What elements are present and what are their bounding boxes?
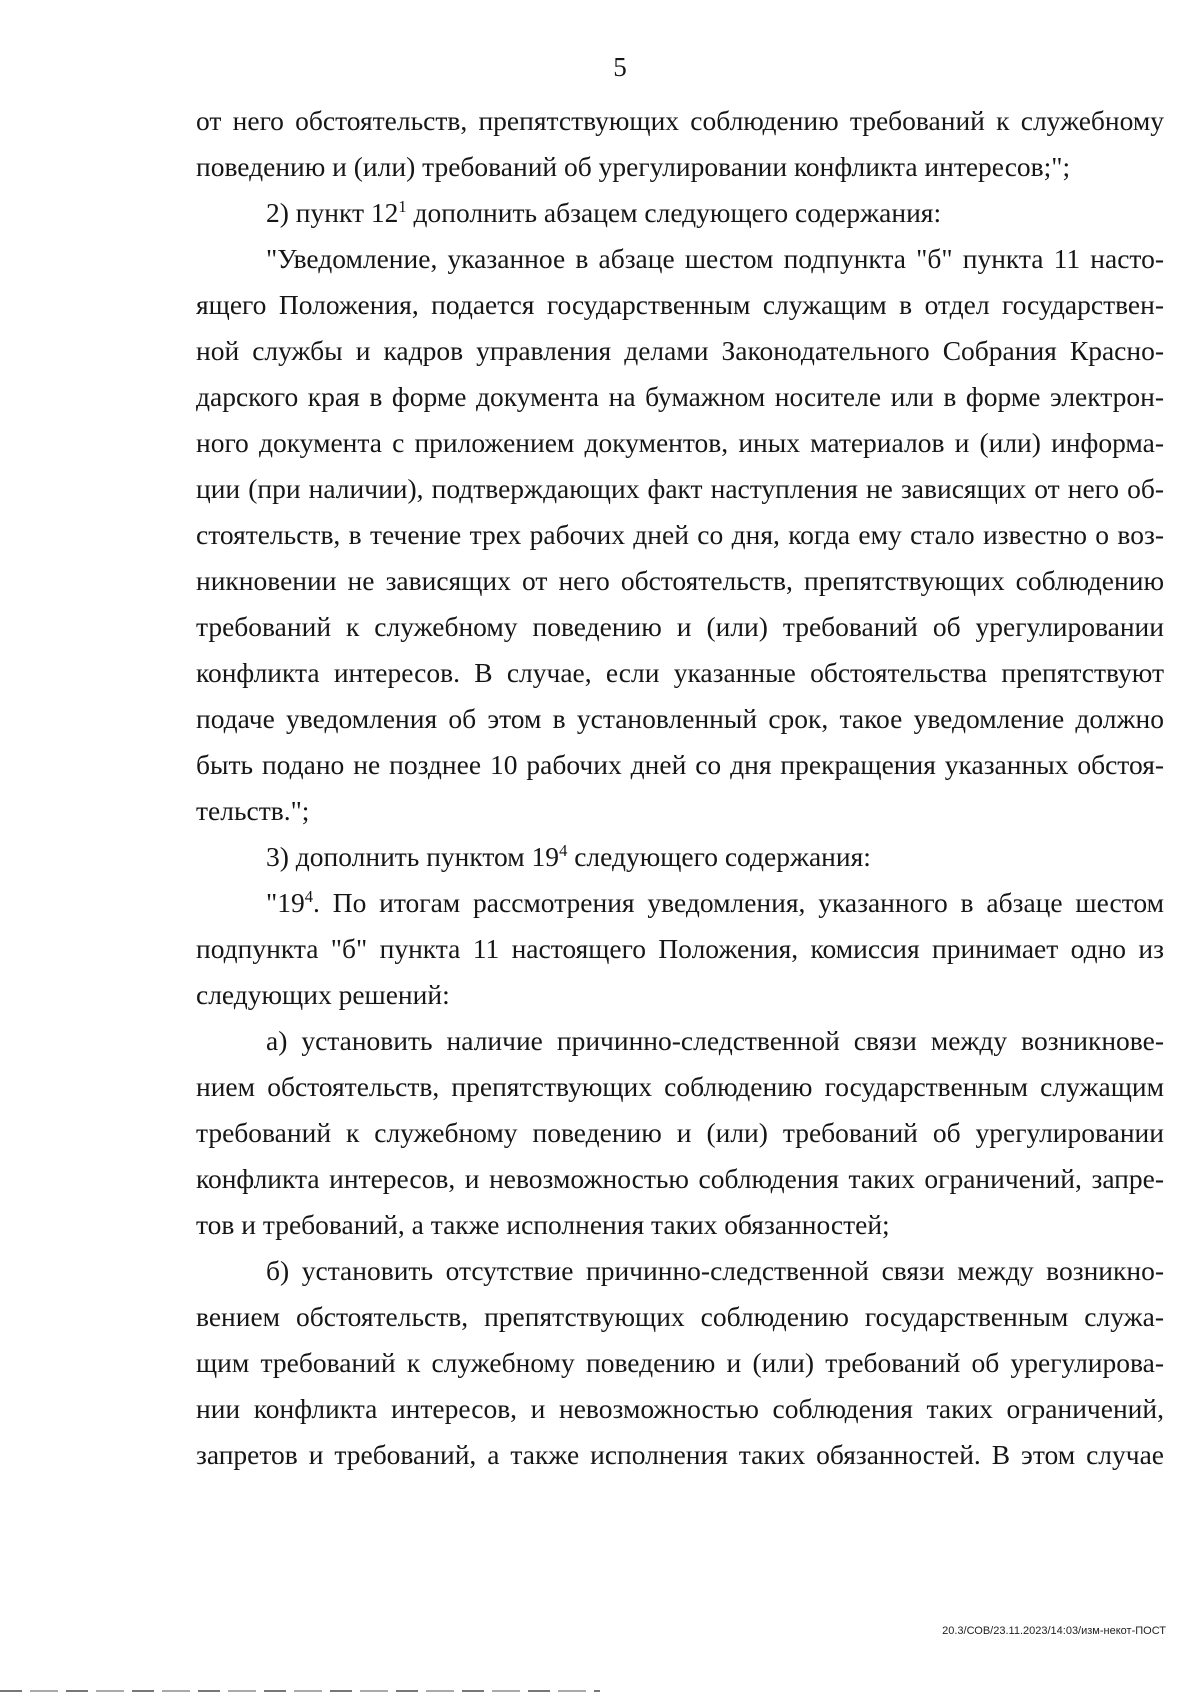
text-line [266,886,1164,919]
page-number: 5 [613,52,627,82]
text-fragment: 3) дополнить пунктом 19 [266,841,560,872]
text-line: стоятельств, в течение трех рабочих дней со дня, когда ему стало известно о воз- [196,519,1164,550]
text-line: щим требований к служебному поведению и (или) требований об урегулирова- [196,1347,1164,1378]
superscript: 1 [398,197,407,217]
text-line: ной службы и кадров управления делами Законодательного Собрания Красно- [196,335,1164,366]
text-fragment: дополнить абзацем следующего содержания: [406,197,942,228]
text-line: конфликта интересов. В случае, если указанные обстоятельства препятствуют [196,657,1164,688]
text-line: ящего Положения, подается государственным служащим в отдел государствен- [196,289,1164,320]
text-line: требований к служебному поведению и (или) требований об урегулировании [196,1117,1164,1148]
text-line: требований к служебному поведению и (или) требований об урегулировании [196,611,1164,642]
text-line: быть подано не позднее 10 рабочих дней со дня прекращения указанных обстоя- [196,749,1164,780]
text-line [266,196,1164,229]
text-line: следующих решений: [196,979,450,1010]
text-line: а) установить наличие причинно-следственной связи между возникнове- [266,1025,1164,1056]
document-footer-code: 20.3/СОВ/23.11.2023/14:03/изм-некот-ПОСТ [942,1625,1166,1637]
text-line: тов и требований, а также исполнения таких обязанностей; [196,1209,890,1240]
text-line: тельств."; [196,795,310,826]
text-fragment: следующего содержания: [567,841,871,872]
text-fragment: 2) пункт 12 [266,197,399,228]
text-line: никновении не зависящих от него обстоятельств, препятствующих соблюдению [196,565,1164,596]
text-line: запретов и требований, а также исполнения таких обязанностей. В этом случае [196,1439,1164,1470]
text-line: дарского края в форме документа на бумажном носителе или в форме электрон- [196,381,1164,412]
text-line: нием обстоятельств, препятствующих соблюдению государственным служащим [196,1071,1164,1102]
text-line: подпункта "б" пункта 11 настоящего Положения, комиссия принимает одно из [196,933,1164,964]
text-line: б) установить отсутствие причинно-следственной связи между возникно- [266,1255,1164,1286]
text-fragment: "19 [266,887,305,918]
text-line: подаче уведомления об этом в установленный срок, такое уведомление должно [196,703,1164,734]
text-line: вением обстоятельств, препятствующих соблюдению государственным служа- [196,1301,1164,1332]
text-line: нии конфликта интересов, и невозможностью соблюдения таких ограничений, [196,1393,1164,1424]
text-fragment: . По итогам рассмотрения уведомления, указанного в абзаце шестом [312,887,1164,918]
superscript: 4 [304,887,313,907]
superscript: 4 [559,841,568,861]
text-line: ного документа с приложением документов, иных материалов и (или) информа- [196,427,1164,458]
text-line [266,840,1164,873]
text-line: ции (при наличии), подтверждающих факт наступления не зависящих от него об- [196,473,1164,504]
text-line: от него обстоятельств, препятствующих соблюдению требований к служебному [196,105,1164,136]
scan-edge-artifact [0,1690,600,1692]
text-line: "Уведомление, указанное в абзаце шестом подпункта "б" пункта 11 насто- [266,243,1164,274]
text-line: конфликта интересов, и невозможностью соблюдения таких ограничений, запре- [196,1163,1164,1194]
text-line: поведению и (или) требований об урегулировании конфликта интересов;"; [196,151,1071,182]
